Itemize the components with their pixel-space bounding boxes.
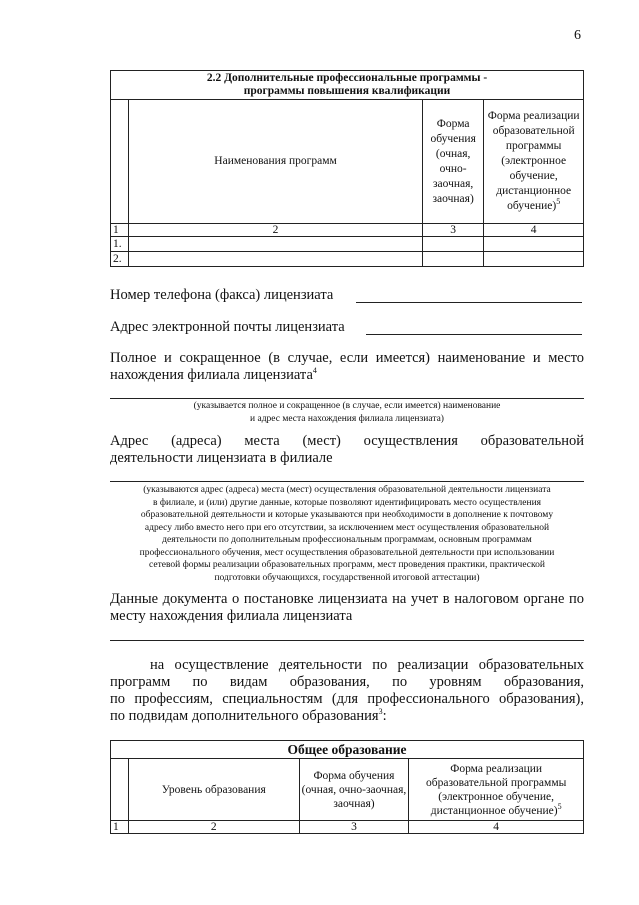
branch-caption-line2: и адрес места нахождения филиала лицензиата)	[250, 413, 444, 424]
footnote-marker: 5	[556, 197, 561, 207]
page-number: 6	[574, 28, 581, 43]
program-name-cell[interactable]	[129, 237, 423, 252]
table-row	[111, 237, 584, 252]
address-caption-line: деятельности по дополнительным профессиональным программам, основным программам	[162, 535, 532, 545]
header-form-implementation-text: Форма реализации образовательной программы (электронное обучение, дистанционное обучение)	[487, 110, 580, 212]
address-caption-line: адресу либо вместо него при его отсутствии, за исключением мест осуществления образовательной	[144, 522, 550, 533]
header-form-training: Форма обучения (очная, очно-заочная, заочная)	[299, 759, 409, 821]
phone-field[interactable]	[356, 302, 582, 303]
footnote-marker: 5	[557, 801, 562, 811]
address-caption-line: подготовки обучающихся, государственной итоговой аттестации)	[214, 572, 480, 583]
email-field[interactable]	[366, 334, 582, 335]
activity-line4-text: по подвидам дополнительного образования	[110, 708, 379, 724]
programs-table-title-line1: 2.2 Дополнительные профессиональные программы -	[206, 72, 488, 84]
column-number: 2	[128, 821, 299, 834]
header-program-names: Наименования программ	[129, 100, 423, 224]
column-number: 4	[484, 224, 584, 237]
activity-line4	[110, 708, 584, 725]
row-number: 1.	[111, 237, 129, 252]
form-training-cell[interactable]	[422, 237, 483, 252]
programs-table-title-line2: программы повышения квалификации	[243, 85, 451, 97]
activity-line3: по профессиям, специальностям (для профессионального образования),	[110, 691, 584, 707]
column-number: 4	[409, 821, 584, 834]
address-caption-line: образовательной деятельности и которые указываются при необходимости в дополнение к почтовому	[140, 510, 554, 520]
program-name-cell[interactable]	[129, 252, 423, 267]
address-caption	[110, 484, 584, 584]
column-number: 2	[129, 224, 423, 237]
header-education-level: Уровень образования	[128, 759, 299, 821]
header-form-training: Форма обучения (очная, очно-заочная, заочная)	[422, 100, 483, 224]
branch-name-label	[110, 350, 584, 384]
row-number: 2.	[111, 252, 129, 267]
activity-colon: :	[382, 708, 387, 724]
table-row	[111, 252, 584, 267]
column-number-row	[111, 821, 584, 834]
address-label-line2: деятельности лицензиата в филиале	[110, 450, 333, 466]
column-number: 3	[299, 821, 409, 834]
header-empty-cell	[111, 100, 129, 224]
programs-table-title	[111, 71, 584, 100]
activity-line2: программ по видам образования, по уровням образования,	[110, 674, 584, 690]
tax-data-field[interactable]	[110, 640, 584, 641]
general-education-table	[110, 740, 584, 834]
address-label-line1: Адрес (адреса) места (мест) осуществления образовательной	[110, 433, 584, 449]
header-form-implementation-text: Форма реализации образовательной программы (электронное обучение, дистанционное обучение)	[426, 762, 567, 817]
address-caption-line: профессионального обучения, мест осуществления образовательной деятельности при использовании	[139, 547, 555, 558]
tax-data-label: Данные документа о постановке лицензиата на учет в налоговом органе по месту нахождения филиала лицензиата	[110, 591, 584, 624]
address-caption-line: в филиале, и (или) другие данные, которые позволяют идентифицировать место осуществления	[152, 497, 542, 508]
column-number: 1	[111, 821, 129, 834]
form-implementation-cell[interactable]	[484, 252, 584, 267]
branch-name-text: Полное и сокращенное (в случае, если имеется) наименование и место нахождения филиала лицензиата	[110, 350, 584, 383]
programs-table	[110, 70, 584, 267]
column-number-row	[111, 224, 584, 237]
email-label: Адрес электронной почты лицензиата	[110, 319, 345, 335]
header-empty-cell	[111, 759, 129, 821]
activity-line1: на осуществление деятельности по реализации образовательных	[150, 657, 584, 673]
general-education-title: Общее образование	[111, 741, 584, 759]
form-implementation-cell[interactable]	[484, 237, 584, 252]
footnote-marker: 4	[312, 366, 317, 376]
phone-label: Номер телефона (факса) лицензиата	[110, 287, 334, 303]
column-number: 3	[422, 224, 483, 237]
address-field[interactable]	[110, 481, 584, 482]
branch-name-field[interactable]	[110, 398, 584, 399]
branch-caption-line1: (указывается полное и сокращенное (в случае, если имеется) наименование	[193, 401, 501, 411]
header-form-implementation	[484, 100, 584, 224]
header-form-implementation	[409, 759, 584, 821]
footnote-marker: 3	[378, 707, 383, 717]
address-caption-line: сетевой формы реализации образовательных программ, мест проведения практики, практической	[149, 560, 545, 570]
form-training-cell[interactable]	[422, 252, 483, 267]
column-number: 1	[111, 224, 129, 237]
branch-caption	[110, 400, 584, 425]
address-caption-line: (указываются адрес (адреса) места (мест) осуществления образовательной деятельности лицензиата	[143, 485, 551, 495]
